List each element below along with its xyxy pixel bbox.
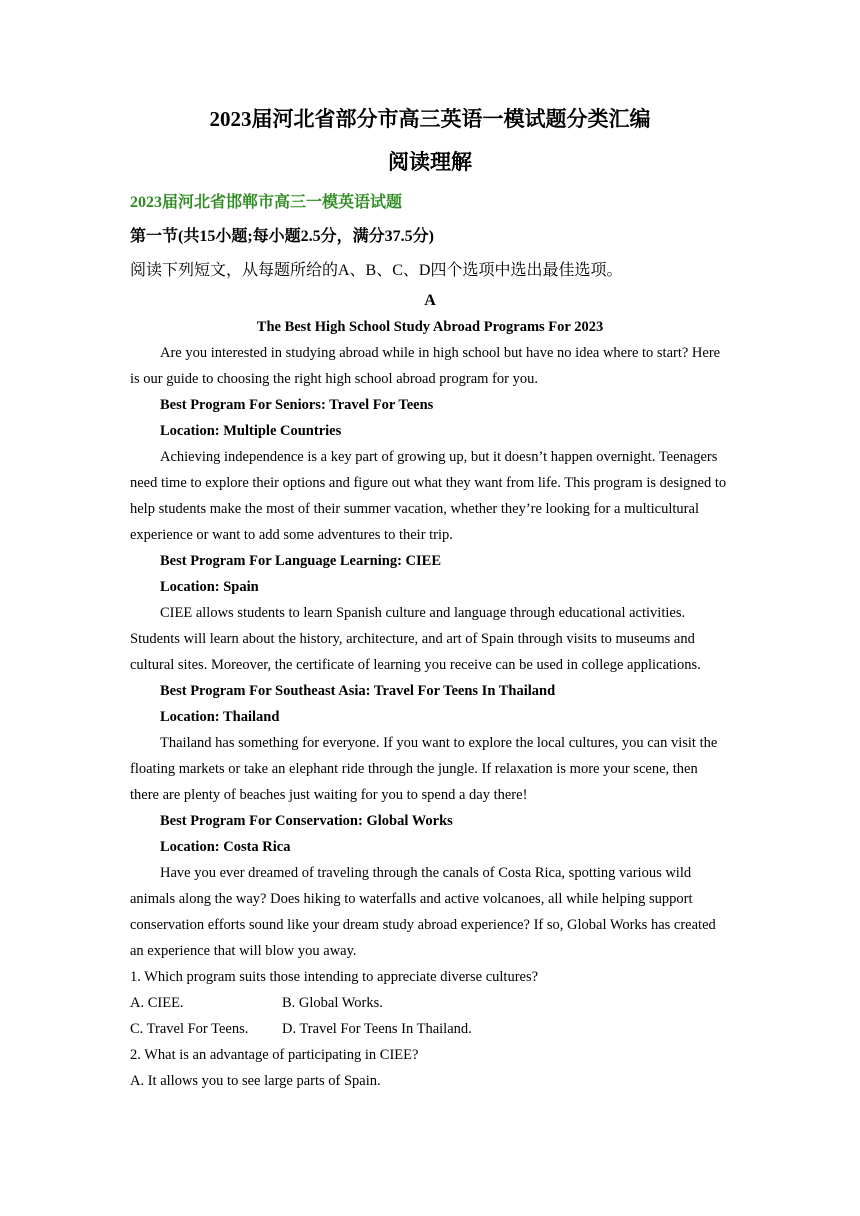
document-body (130, 190, 730, 1094)
program-location: Location: Thailand (160, 709, 280, 725)
option-d: D. Travel For Teens In Thailand. (282, 1021, 472, 1037)
question-1: 1. Which program suits those intending to appreciate diverse cultures? (130, 969, 539, 985)
passage-letter: A (424, 292, 436, 309)
option-c: C. Travel For Teens. (130, 1021, 249, 1037)
section-title: 2023届河北省邯郸市高三一模英语试题 (130, 194, 403, 211)
part-info: 第一节(共15小题;每小题2.5分，满分37.5分) (130, 228, 434, 245)
document-title: 2023届河北省部分市高三英语一模试题分类汇编 (209, 107, 651, 131)
program-description: Thailand has something for everyone. If you want to explore the local cultures, you can visit the floating markets or take an elephant ride through the jungle. If relaxation is more your scene, then there are plenty of beaches just waiting for you to spend a day there! (130, 735, 718, 803)
program-description: CIEE allows students to learn Spanish culture and language through educational activities. Students will learn about the history, architecture, and art of Spain through visits to museums and cultural sites. Moreover, the certificate of learning you receive can be used in college applications. (130, 605, 701, 673)
question-1-options-row-1 (130, 990, 730, 1016)
program-location: Location: Multiple Countries (160, 423, 342, 439)
program-heading: Best Program For Seniors: Travel For Teens (160, 397, 434, 413)
program-location: Location: Costa Rica (160, 839, 291, 855)
question-2: 2. What is an advantage of participating in CIEE? (130, 1047, 419, 1063)
program-location: Location: Spain (160, 579, 259, 595)
instruction: 阅读下列短文，从每题所给的A、B、C、D四个选项中选出最佳选项。 (130, 262, 623, 279)
document-subtitle: 阅读理解 (388, 150, 472, 174)
option-a: A. It allows you to see large parts of Spain. (130, 1073, 381, 1089)
program-heading: Best Program For Southeast Asia: Travel For Teens In Thailand (160, 683, 556, 699)
option-a: A. CIEE. (130, 995, 184, 1011)
passage-intro: Are you interested in studying abroad while in high school but have no idea where to start? Here is our guide to choosing the right high school abroad program for you. (130, 345, 721, 387)
program-description: Have you ever dreamed of traveling through the canals of Costa Rica, spotting various wild animals along the way? Does hiking to waterfalls and active volcanoes, all while helping support conservation efforts sound like your dream study abroad experience? If so, Global Works has created an experience that will blow you away. (130, 865, 716, 959)
program-heading: Best Program For Language Learning: CIEE (160, 553, 442, 569)
passage-title: The Best High School Study Abroad Programs For 2023 (256, 319, 604, 335)
option-b: B. Global Works. (282, 995, 383, 1011)
question-1-options-row-2 (130, 1016, 730, 1042)
program-heading: Best Program For Conservation: Global Works (160, 813, 453, 829)
program-description: Achieving independence is a key part of growing up, but it doesn’t happen overnight. Teenagers need time to explore their options and figure out what they want from life. This program is designed to help students make the most of their summer vacation, whether they’re looking for a multicultural experience or want to add some adventures to their trip. (130, 449, 727, 543)
